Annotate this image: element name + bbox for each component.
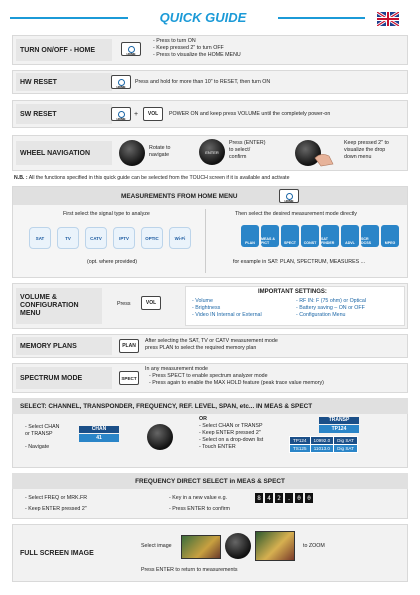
freq-line: - Select FREQ or MRK.FR — [25, 495, 88, 501]
select-line: - Select CHAN — [25, 424, 60, 430]
return-text: Press ENTER to return to measurements — [141, 567, 238, 573]
section-label: FULL SCREEN IMAGE — [20, 549, 94, 557]
bullet-line: - Press to turn ON — [153, 38, 196, 44]
section-sw-reset — [12, 100, 408, 128]
plus-sign: + — [134, 111, 139, 118]
table-cell: Dig SAT — [334, 445, 358, 453]
mode-const-icon[interactable]: CONST — [301, 225, 319, 247]
table-cell: TP124 — [290, 437, 311, 445]
select-channel-header: SELECT: CHANNEL, TRANSPONDER, FREQUENCY, REF. LEVEL, SPAN, etc... IN MEAS & SPECT — [12, 398, 408, 414]
vol-key[interactable]: VOL — [143, 107, 163, 121]
zoomed-image — [255, 531, 295, 561]
plan-key[interactable]: PLAN — [119, 339, 139, 353]
bullet-line: - Press to visualize the HOME MENU — [153, 52, 241, 58]
digit: 8 — [255, 493, 263, 503]
select-line: - Navigate — [25, 444, 50, 450]
keep-line: Keep pressed 2" to — [344, 140, 389, 146]
select-line: - Touch ENTER — [199, 444, 236, 450]
transp-value[interactable]: TP124 — [319, 425, 359, 433]
select-line: - Keep ENTER pressed 2" — [199, 430, 261, 436]
press-line: confirm — [229, 154, 247, 160]
setting-item: - Configuration Menu — [296, 312, 346, 318]
settings-box — [185, 286, 405, 326]
select-line: - Select on a drop-down list — [199, 437, 264, 443]
home-power-key[interactable]: HOME — [121, 42, 141, 56]
signal-tv-icon[interactable]: TV — [57, 227, 79, 249]
table-row[interactable] — [290, 437, 358, 445]
section-select-channel — [12, 414, 408, 468]
digit: 4 — [265, 493, 273, 503]
press-line: Press (ENTER) — [229, 140, 266, 146]
left-note: (opt. where provided) — [87, 259, 138, 265]
memory-line: After selecting the SAT, TV or CATV measurement mode — [145, 338, 278, 344]
signal-optic-icon[interactable]: OPTIC — [141, 227, 163, 249]
section-turn-on-off — [12, 35, 408, 65]
mode-scr-dcss-icon[interactable]: SCR DCSS — [361, 225, 379, 247]
or-label: OR — [199, 416, 207, 422]
setting-item: - Volume — [192, 298, 213, 304]
section-label: TURN ON/OFF - HOME — [16, 39, 112, 61]
note: N.B. : All the functions specified in this quick guide can be selected from the TOUCH screen if it is available and activate — [14, 175, 290, 181]
digit: . — [285, 493, 293, 503]
section-spectrum-mode — [12, 363, 408, 393]
chan-label: CHAN — [79, 426, 119, 433]
section-label: MEMORY PLANS — [16, 337, 112, 355]
table-cell: 10992.0 — [310, 437, 334, 445]
left-title: First select the signal type to analyze — [63, 211, 150, 217]
press-label: Press — [117, 301, 131, 307]
section-volume — [12, 283, 408, 329]
home-power-key[interactable]: HOME — [111, 107, 131, 121]
rotary-wheel-icon[interactable] — [119, 140, 145, 166]
transponder-table — [289, 436, 358, 453]
digit: 0 — [305, 493, 313, 503]
page-title: QUICK GUIDE — [128, 10, 278, 25]
mode-sat-finder-icon[interactable]: SAT FINDER — [321, 225, 339, 247]
measurements-header — [13, 187, 407, 205]
mode-spect-icon[interactable]: SPECT — [281, 225, 299, 247]
table-cell: Dig SAT — [334, 437, 358, 445]
section-label: VOLUME & CONFIGURATION MENU — [16, 288, 102, 324]
mode-plan-icon[interactable]: PLAN — [241, 225, 259, 247]
bullet-line: - Keep pressed 2" to turn OFF — [153, 45, 224, 51]
signal-sat-icon[interactable]: SAT — [29, 227, 51, 249]
thumbnail-image[interactable] — [181, 535, 221, 559]
home-power-key[interactable]: HOME — [279, 189, 299, 203]
freq-line: - Keep ENTER pressed 2" — [25, 506, 87, 512]
right-title: Then select the desired measurement mode directly — [235, 211, 357, 217]
signal-iptv-icon[interactable]: IPTV — [113, 227, 135, 249]
spectrum-line: In any measurement mode — [145, 366, 209, 372]
freq-line: - Press ENTER to confirm — [169, 506, 230, 512]
freq-direct-header: FREQUENCY DIRECT SELECT in MEAS & SPECT — [12, 473, 408, 489]
vol-key[interactable]: VOL — [141, 296, 161, 310]
section-label: SPECTRUM MODE — [16, 367, 112, 389]
press-line: to select/ — [229, 147, 251, 153]
measurements-title: MEASUREMENTS FROM HOME MENU — [121, 193, 238, 200]
keep-line: visualize the drop — [344, 147, 386, 153]
zoom-text: to ZOOM — [303, 543, 325, 549]
mode-mpeg-icon[interactable]: MPEG — [381, 225, 399, 247]
table-cell: TS125 — [290, 445, 311, 453]
spectrum-line: - Press again to enable the MAX HOLD feature (peak trace value memory) — [149, 380, 324, 386]
section-memory-plans — [12, 334, 408, 358]
signal-wifi-icon[interactable]: Wi-Fi — [169, 227, 191, 249]
right-note: for example in SAT: PLAN, SPECTRUM, MEASURES ... — [233, 259, 366, 265]
setting-item: - RF IN: F (75 ohm) or Optical — [296, 298, 367, 304]
rotary-wheel-icon[interactable] — [147, 424, 173, 450]
mode-advl-icon[interactable]: ADVL — [341, 225, 359, 247]
select-image-text: Select image — [141, 543, 172, 549]
enter-wheel-icon[interactable]: ENTER — [199, 139, 225, 165]
mode-meas-pict-icon[interactable]: MEAS & PICT — [261, 225, 279, 247]
signal-catv-icon[interactable]: CATV — [85, 227, 107, 249]
setting-item: - Video IN Internal or External — [192, 312, 262, 318]
enter-wheel-icon[interactable] — [225, 533, 251, 559]
finger-icon — [313, 148, 335, 168]
sw-reset-text: POWER ON and keep press VOLUME until the completely power-on — [169, 111, 331, 117]
freq-line: - Key in a new value e.g. — [169, 495, 228, 501]
table-cell: 11013.0 — [310, 445, 334, 453]
select-line: or TRANSP — [25, 431, 53, 437]
digit: 0 — [295, 493, 303, 503]
section-label: WHEEL NAVIGATION — [16, 141, 112, 165]
divider — [205, 209, 206, 273]
section-hw-reset — [12, 70, 408, 94]
spectrum-line: - Press SPECT to enable spectrum analyzer mode — [149, 373, 268, 379]
section-freq-direct — [12, 489, 408, 519]
memory-line: press PLAN to select the required memory plan — [145, 345, 257, 351]
section-wheel-navigation — [12, 135, 408, 171]
section-measurements — [12, 186, 408, 278]
hw-reset-text: Press and hold for more than 10" to RESET, then turn ON — [135, 79, 271, 85]
section-full-screen — [12, 524, 408, 582]
home-power-key[interactable]: HOME — [111, 75, 131, 89]
section-label: SW RESET — [16, 104, 112, 124]
rotate-line: Rotate to — [149, 145, 171, 151]
digit: 2 — [275, 493, 283, 503]
section-label: HW RESET — [16, 73, 112, 91]
uk-flag-icon — [377, 12, 399, 26]
table-row[interactable] — [290, 445, 358, 453]
settings-title: IMPORTANT SETTINGS: — [258, 289, 327, 295]
keep-line: down menu — [344, 154, 372, 160]
chan-value[interactable]: 41 — [79, 434, 119, 442]
spect-key[interactable]: SPECT — [119, 371, 139, 385]
setting-item: - Brightness — [192, 305, 221, 311]
transp-label: TRANSP — [319, 417, 359, 424]
rotate-line: navigate — [149, 152, 170, 158]
setting-item: - Battery saving – ON or OFF — [296, 305, 365, 311]
select-line: - Select CHAN or TRANSP — [199, 423, 263, 429]
